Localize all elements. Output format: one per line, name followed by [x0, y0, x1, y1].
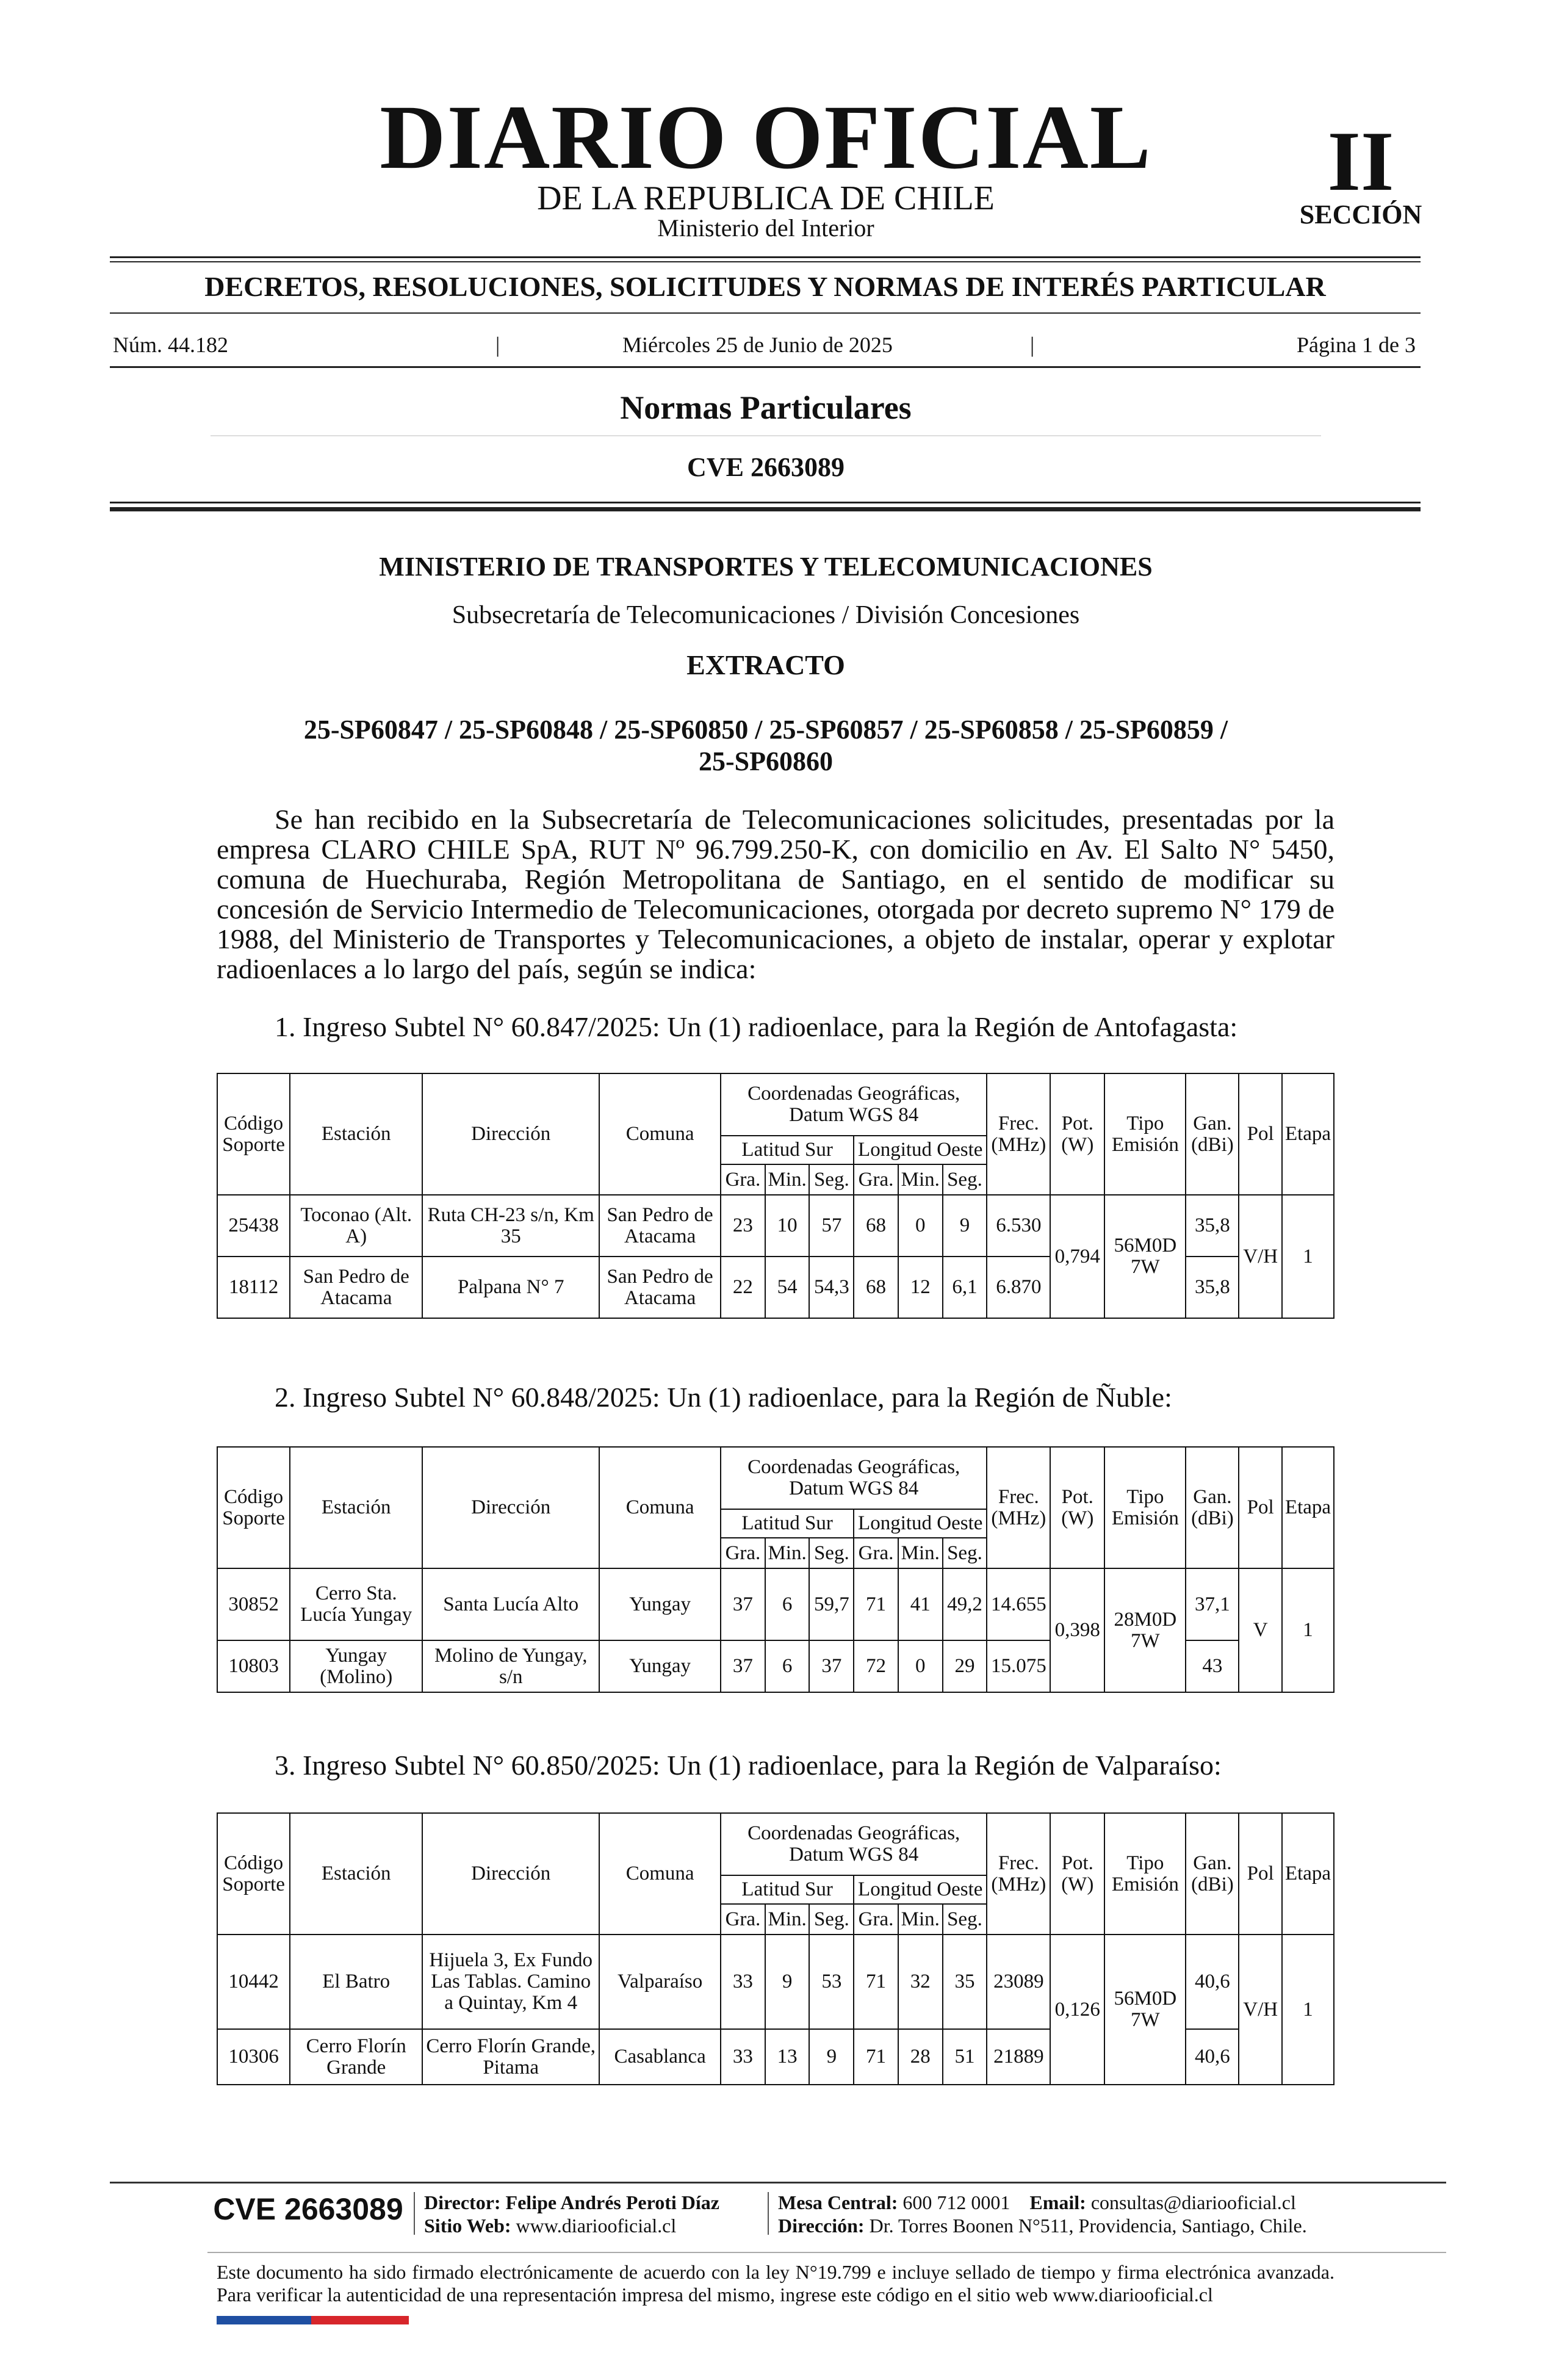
header-lat-seg: Seg. — [809, 1164, 854, 1195]
header-lat-min: Min. — [765, 1904, 810, 1935]
masthead-ministry: Ministerio del Interior — [657, 214, 874, 242]
cell-lon-seg: 49,2 — [943, 1568, 987, 1640]
header-coordenadas-line1: Coordenadas Geográficas, — [747, 1822, 960, 1844]
header-latitud: Latitud Sur — [721, 1875, 854, 1904]
cell-pot: 0,126 — [1050, 1935, 1104, 2085]
cell-codigo: 10803 — [217, 1640, 290, 1692]
header-pot: Pot. (W) — [1050, 1813, 1104, 1935]
header-coordenadas — [721, 1813, 987, 1875]
section-number: II — [1327, 114, 1394, 209]
cell-etapa: 1 — [1282, 1195, 1334, 1318]
header-comuna: Comuna — [599, 1447, 721, 1568]
page-indicator: Página 1 de 3 — [1297, 333, 1416, 357]
header-lat-seg: Seg. — [809, 1538, 854, 1568]
cell-lon-gra: 71 — [854, 1568, 898, 1640]
cell-gan: 43 — [1186, 1640, 1239, 1692]
cell-pot: 0,794 — [1050, 1195, 1104, 1318]
cell-lon-min: 41 — [898, 1568, 943, 1640]
cell-lat-seg: 53 — [809, 1935, 854, 2029]
cell-frec: 6.530 — [987, 1195, 1050, 1257]
cell-lat-min: 10 — [765, 1195, 810, 1257]
cell-lat-gra: 22 — [721, 1257, 765, 1318]
cell-lat-min: 9 — [765, 1935, 810, 2029]
cell-lat-seg: 54,3 — [809, 1257, 854, 1318]
subsecretaria: Subsecretaría de Telecomunicaciones / División Concesiones — [452, 601, 1080, 629]
footer-web-label: Sitio Web: — [424, 2215, 511, 2237]
cell-codigo: 30852 — [217, 1568, 290, 1640]
cell-lon-seg: 51 — [943, 2029, 987, 2085]
meta-separator: | — [495, 333, 500, 357]
cve-rule-1 — [110, 502, 1421, 503]
header-lon-min: Min. — [898, 1904, 943, 1935]
cell-lat-min: 6 — [765, 1568, 810, 1640]
cell-lon-min: 0 — [898, 1195, 943, 1257]
cell-estacion: San Pedro de Atacama — [290, 1257, 422, 1318]
radiolink-table-1 — [217, 1073, 1334, 1319]
cell-gan: 40,6 — [1186, 2029, 1239, 2085]
header-frec: Frec. (MHz) — [987, 1073, 1050, 1195]
cell-comuna: Yungay — [599, 1640, 721, 1692]
request-codes-line1: 25-SP60847 / 25-SP60848 / 25-SP60850 / 25-SP60857 / 25-SP60858 / 25-SP60859 / — [303, 715, 1228, 745]
header-direccion: Dirección — [422, 1447, 599, 1568]
cve-rule-2 — [110, 507, 1421, 511]
header-latitud: Latitud Sur — [721, 1136, 854, 1164]
header-longitud: Longitud Oeste — [854, 1509, 987, 1538]
header-comuna: Comuna — [599, 1813, 721, 1935]
header-coordenadas-line1: Coordenadas Geográficas, — [747, 1456, 960, 1478]
footer-cve: CVE 2663089 — [213, 2192, 403, 2226]
cell-frec: 23089 — [987, 1935, 1050, 2029]
ingreso-heading-1: 1. Ingreso Subtel N° 60.847/2025: Un (1) radioenlace, para la Región de Antofagasta: — [275, 1011, 1238, 1042]
header-longitud: Longitud Oeste — [854, 1136, 987, 1164]
cell-lon-gra: 68 — [854, 1257, 898, 1318]
cell-estacion: Yungay (Molino) — [290, 1640, 422, 1692]
footer-email-label: Email: — [1029, 2191, 1086, 2213]
cell-lat-gra: 23 — [721, 1195, 765, 1257]
cell-lon-gra: 72 — [854, 1640, 898, 1692]
footer-separator — [768, 2192, 769, 2235]
cell-estacion: El Batro — [290, 1935, 422, 2029]
header-lat-gra: Gra. — [721, 1538, 765, 1568]
header-lon-gra: Gra. — [854, 1538, 898, 1568]
header-lat-seg: Seg. — [809, 1904, 854, 1935]
footer-director-name: Felipe Andrés Peroti Díaz — [505, 2191, 719, 2213]
cell-etapa: 1 — [1282, 1568, 1334, 1692]
doc-type: EXTRACTO — [686, 649, 845, 680]
meta-separator: | — [1030, 333, 1035, 357]
body-paragraph: Se han recibido en la Subsecretaría de Telecomunicaciones solicitudes, presentadas por la empresa CLARO CHILE SpA, RUT Nº 96.799.250-K, con domicilio en Av. El Salto N° 5450, comuna de Huechuraba, Región Metropolitana de Santiago, en el sentido de modificar su concesión de Servicio Intermedio de Telecomunicaciones, otorgada por decreto supremo N° 179 de 1988, del Ministerio de Transportes y Telecomunicaciones, a objeto de instalar, operar y explotar radioenlaces a lo largo del país, según se indica: — [217, 804, 1334, 984]
request-codes-line2: 25-SP60860 — [699, 746, 833, 776]
cell-lon-gra: 71 — [854, 1935, 898, 2029]
header-lat-gra: Gra. — [721, 1164, 765, 1195]
cell-direccion: Hijuela 3, Ex Fundo Las Tablas. Camino a Quintay, Km 4 — [422, 1935, 599, 2029]
cell-direccion: Molino de Yungay, s/n — [422, 1640, 599, 1692]
radiolink-table-2 — [217, 1446, 1334, 1693]
header-lat-min: Min. — [765, 1538, 810, 1568]
cell-comuna: Casablanca — [599, 2029, 721, 2085]
cell-lat-gra: 37 — [721, 1640, 765, 1692]
header-lon-seg: Seg. — [943, 1538, 987, 1568]
header-estacion: Estación — [290, 1447, 422, 1568]
ministry-heading: MINISTERIO DE TRANSPORTES Y TELECOMUNICACIONES — [379, 552, 1153, 582]
cell-lat-min: 13 — [765, 2029, 810, 2085]
ingreso-heading-2: 2. Ingreso Subtel N° 60.848/2025: Un (1) radioenlace, para la Región de Ñuble: — [275, 1382, 1172, 1413]
cell-gan: 35,8 — [1186, 1195, 1239, 1257]
meta-rule — [110, 366, 1421, 368]
header-pot: Pot. (W) — [1050, 1073, 1104, 1195]
header-frec: Frec. (MHz) — [987, 1813, 1050, 1935]
footer-separator — [414, 2192, 415, 2235]
cell-frec: 21889 — [987, 2029, 1050, 2085]
masthead-title: DIARIO OFICIAL — [380, 87, 1152, 188]
section-title: Normas Particulares — [620, 389, 912, 426]
header-lon-gra: Gra. — [854, 1164, 898, 1195]
cell-etapa: 1 — [1282, 1935, 1334, 2085]
header-coordenadas — [721, 1073, 987, 1136]
header-codigo: Código Soporte — [217, 1813, 290, 1935]
footer-mesa: 600 712 0001 — [902, 2191, 1010, 2213]
header-lat-gra: Gra. — [721, 1904, 765, 1935]
header-estacion: Estación — [290, 1813, 422, 1935]
table-row — [217, 1935, 1334, 2029]
header-direccion: Dirección — [422, 1813, 599, 1935]
footer-mesa-label: Mesa Central: — [778, 2191, 898, 2213]
header-etapa: Etapa — [1282, 1813, 1334, 1935]
header-frec: Frec. (MHz) — [987, 1447, 1050, 1568]
cell-direccion: Palpana N° 7 — [422, 1257, 599, 1318]
header-gan: Gan. (dBi) — [1186, 1447, 1239, 1568]
cell-lon-gra: 71 — [854, 2029, 898, 2085]
footer-contact — [778, 2191, 1449, 2237]
header-codigo: Código Soporte — [217, 1073, 290, 1195]
footer-note: Este documento ha sido firmado electrónicamente de acuerdo con la ley N°19.799 e incluye sellado de tiempo y firma electrónica avanzada. Para verificar la autenticidad de una representación impresa del mismo, ingrese este código en el sitio web www.diariooficial.cl — [217, 2261, 1334, 2306]
cell-lon-min: 28 — [898, 2029, 943, 2085]
section-title-rule — [211, 435, 1321, 436]
cell-lon-seg: 35 — [943, 1935, 987, 2029]
footer-director-label: Director: — [424, 2191, 501, 2213]
cell-pol: V/H — [1239, 1935, 1282, 2085]
request-codes — [214, 714, 1318, 777]
footer-email[interactable]: consultas@diariooficial.cl — [1090, 2191, 1296, 2213]
header-lon-gra: Gra. — [854, 1904, 898, 1935]
header-tipo: Tipo Emisión — [1104, 1813, 1186, 1935]
masthead-subtitle: DE LA REPUBLICA DE CHILE — [537, 179, 995, 217]
header-tipo: Tipo Emisión — [1104, 1073, 1186, 1195]
masthead-rule-top-2 — [110, 261, 1421, 262]
header-pol: Pol — [1239, 1073, 1282, 1195]
header-coordenadas-line2: Datum WGS 84 — [789, 1477, 919, 1499]
category-heading: DECRETOS, RESOLUCIONES, SOLICITUDES Y NORMAS DE INTERÉS PARTICULAR — [204, 271, 1326, 302]
cell-tipo: 56M0D 7W — [1104, 1935, 1186, 2085]
cell-direccion: Cerro Florín Grande, Pitama — [422, 2029, 599, 2085]
header-etapa: Etapa — [1282, 1073, 1334, 1195]
cell-gan: 37,1 — [1186, 1568, 1239, 1640]
cell-codigo: 10442 — [217, 1935, 290, 2029]
cell-gan: 35,8 — [1186, 1257, 1239, 1318]
header-comuna: Comuna — [599, 1073, 721, 1195]
cell-lat-gra: 33 — [721, 1935, 765, 2029]
cell-lat-min: 6 — [765, 1640, 810, 1692]
header-coordenadas — [721, 1447, 987, 1509]
footer-rule — [110, 2182, 1446, 2183]
cell-lon-min: 12 — [898, 1257, 943, 1318]
cell-direccion: Santa Lucía Alto — [422, 1568, 599, 1640]
cell-frec: 14.655 — [987, 1568, 1050, 1640]
cell-frec: 15.075 — [987, 1640, 1050, 1692]
flag-stripe-red — [311, 2316, 409, 2324]
table-row — [217, 1568, 1334, 1640]
cell-tipo: 28M0D 7W — [1104, 1568, 1186, 1692]
header-tipo: Tipo Emisión — [1104, 1447, 1186, 1568]
header-gan: Gan. (dBi) — [1186, 1813, 1239, 1935]
header-gan: Gan. (dBi) — [1186, 1073, 1239, 1195]
header-lon-min: Min. — [898, 1538, 943, 1568]
cell-lat-seg: 59,7 — [809, 1568, 854, 1640]
cell-pol: V/H — [1239, 1195, 1282, 1318]
header-pot: Pot. (W) — [1050, 1447, 1104, 1568]
cell-comuna: San Pedro de Atacama — [599, 1257, 721, 1318]
footer-director — [424, 2191, 766, 2237]
cell-estacion: Cerro Florín Grande — [290, 2029, 422, 2085]
cell-comuna: San Pedro de Atacama — [599, 1195, 721, 1257]
cell-direccion: Ruta CH-23 s/n, Km 35 — [422, 1195, 599, 1257]
header-coordenadas-line2: Datum WGS 84 — [789, 1844, 919, 1866]
cell-lon-min: 32 — [898, 1935, 943, 2029]
table-row — [217, 1195, 1334, 1257]
issue-number: Núm. 44.182 — [113, 333, 228, 357]
cell-lon-seg: 6,1 — [943, 1257, 987, 1318]
header-lat-min: Min. — [765, 1164, 810, 1195]
header-coordenadas-line1: Coordenadas Geográficas, — [747, 1083, 960, 1105]
header-lon-seg: Seg. — [943, 1904, 987, 1935]
cell-tipo: 56M0D 7W — [1104, 1195, 1186, 1318]
footer-thin-rule — [207, 2252, 1446, 2253]
cell-lat-seg: 37 — [809, 1640, 854, 1692]
cell-comuna: Yungay — [599, 1568, 721, 1640]
footer-web-link[interactable]: www.diariooficial.cl — [516, 2215, 677, 2237]
cell-pot: 0,398 — [1050, 1568, 1104, 1692]
cell-lon-seg: 9 — [943, 1195, 987, 1257]
cell-pol: V — [1239, 1568, 1282, 1692]
header-lon-min: Min. — [898, 1164, 943, 1195]
cell-lat-gra: 37 — [721, 1568, 765, 1640]
cell-codigo: 18112 — [217, 1257, 290, 1318]
cell-lon-min: 0 — [898, 1640, 943, 1692]
header-etapa: Etapa — [1282, 1447, 1334, 1568]
header-longitud: Longitud Oeste — [854, 1875, 987, 1904]
header-pol: Pol — [1239, 1813, 1282, 1935]
header-lon-seg: Seg. — [943, 1164, 987, 1195]
footer-direccion-label: Dirección: — [778, 2215, 865, 2237]
header-direccion: Dirección — [422, 1073, 599, 1195]
masthead-rule-top — [110, 256, 1421, 258]
header-latitud: Latitud Sur — [721, 1509, 854, 1538]
cell-lat-gra: 33 — [721, 2029, 765, 2085]
cell-frec: 6.870 — [987, 1257, 1050, 1318]
category-rule — [110, 312, 1421, 314]
cell-lon-gra: 68 — [854, 1195, 898, 1257]
cell-estacion: Cerro Sta. Lucía Yungay — [290, 1568, 422, 1640]
cell-codigo: 25438 — [217, 1195, 290, 1257]
issue-date: Miércoles 25 de Junio de 2025 — [622, 333, 893, 357]
cell-lat-seg: 57 — [809, 1195, 854, 1257]
cell-estacion: Toconao (Alt. A) — [290, 1195, 422, 1257]
cell-lon-seg: 29 — [943, 1640, 987, 1692]
cell-lat-seg: 9 — [809, 2029, 854, 2085]
section-label: SECCIÓN — [1299, 200, 1422, 229]
radiolink-table-3 — [217, 1812, 1334, 2085]
footer-direccion: Dr. Torres Boonen N°511, Providencia, Santiago, Chile. — [869, 2215, 1307, 2237]
cve-code: CVE 2663089 — [687, 452, 845, 482]
ingreso-heading-3: 3. Ingreso Subtel N° 60.850/2025: Un (1) radioenlace, para la Región de Valparaíso: — [275, 1750, 1222, 1781]
header-pol: Pol — [1239, 1447, 1282, 1568]
header-codigo: Código Soporte — [217, 1447, 290, 1568]
header-estacion: Estación — [290, 1073, 422, 1195]
cell-comuna: Valparaíso — [599, 1935, 721, 2029]
header-coordenadas-line2: Datum WGS 84 — [789, 1104, 919, 1126]
cell-codigo: 10306 — [217, 2029, 290, 2085]
flag-stripe-blue — [217, 2316, 311, 2324]
cell-gan: 40,6 — [1186, 1935, 1239, 2029]
cell-lat-min: 54 — [765, 1257, 810, 1318]
